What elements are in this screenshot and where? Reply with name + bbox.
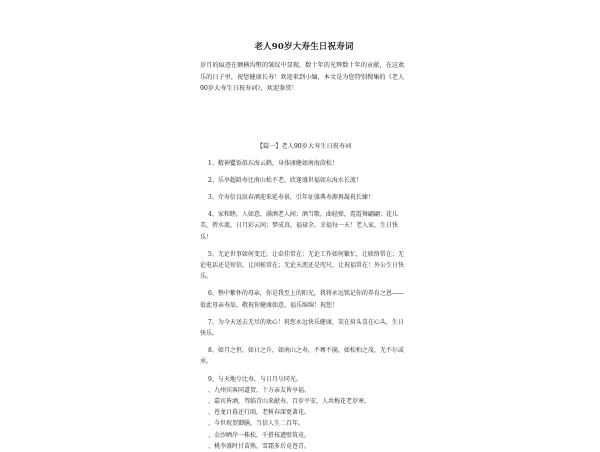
part-heading: 【篇一】老人90岁大寿生日祝寿词	[256, 142, 352, 150]
list-item: 、金沙晒岸一株松，千搭枝遒壁筑竟。	[208, 431, 311, 439]
document-title: 老人90岁大寿生日祝寿词	[254, 42, 354, 52]
list-item: 5、无论世事如何变迁，让牵挂常在；无论工作如何繁忙，让联络常在；无论电话还是短信，让问候常在；无论天涯还是咫尺，让祝福常在！外公生日快乐。	[200, 250, 405, 281]
list-item: 、桃李盛时甘苗熟，雪霜多后竟苍青。	[208, 442, 311, 450]
list-item: 7、为今天送去无尽的欢心！祝您永远快乐健康，笑在眉头喜在心头，生日快乐。	[200, 318, 404, 337]
list-item: 2、乐享超龄寿比南山松不老，欣逢盛世福如东海水长流！	[208, 176, 362, 184]
wish-list	[200, 158, 408, 452]
list-item: 6、整中紫怀的母亲，你是我至上的阳光，我将永远铭记你的养育之恩——值此母亲寿辰，敬祝你健康如意，福乐绵绵！祝您！	[200, 290, 404, 309]
intro-paragraph: 岁月的痕迹在额横沟壑的皱纹中显现，数十年的光辉数十年的贡献，在这欢乐的日子里，祝您健康长寿！欢迎来到小编，本文是为您特别搜集的《老人90岁大寿生日祝寿词》，欢迎鉴赏！	[200, 62, 405, 92]
document-content	[200, 40, 408, 452]
list-item: 、九州宾客同道贺，十方亲友皆享福。	[208, 386, 311, 394]
list-item: 1、精神矍铄似东海云鹤，身体康健如南海茵松！	[208, 159, 338, 167]
list-item: 8、如月之恒，如日之升，如南山之寿，不骞不崩，如松柏之茂，无不尔或承。	[200, 347, 404, 366]
list-item: 9、与天地兮比寿，与日月兮同光。	[208, 375, 302, 383]
list-item: 、苍龙日暮还行雨，老树春深更著花。	[208, 409, 311, 417]
list-item: 3、介寿倍良辰春酒迎来延寿景，引年征盛典寿源再凝祝长臻！	[208, 193, 374, 201]
list-item: 、嘉宾皆酒，驾临青山来献寿，百岁平安，人共梅花老岁寒。	[208, 397, 371, 405]
list-item: 4、家和睦，人如意，满酒老人间；酒当歌，曲轻弹，霓霞舞翩翩；花儿美，碧水流，日月彩云间；梦成真，福禄全，幸福每一天！老人家，生日快乐！	[200, 211, 399, 241]
list-item: 、今世祝贺御膳，当信人生二百年。	[208, 420, 305, 428]
